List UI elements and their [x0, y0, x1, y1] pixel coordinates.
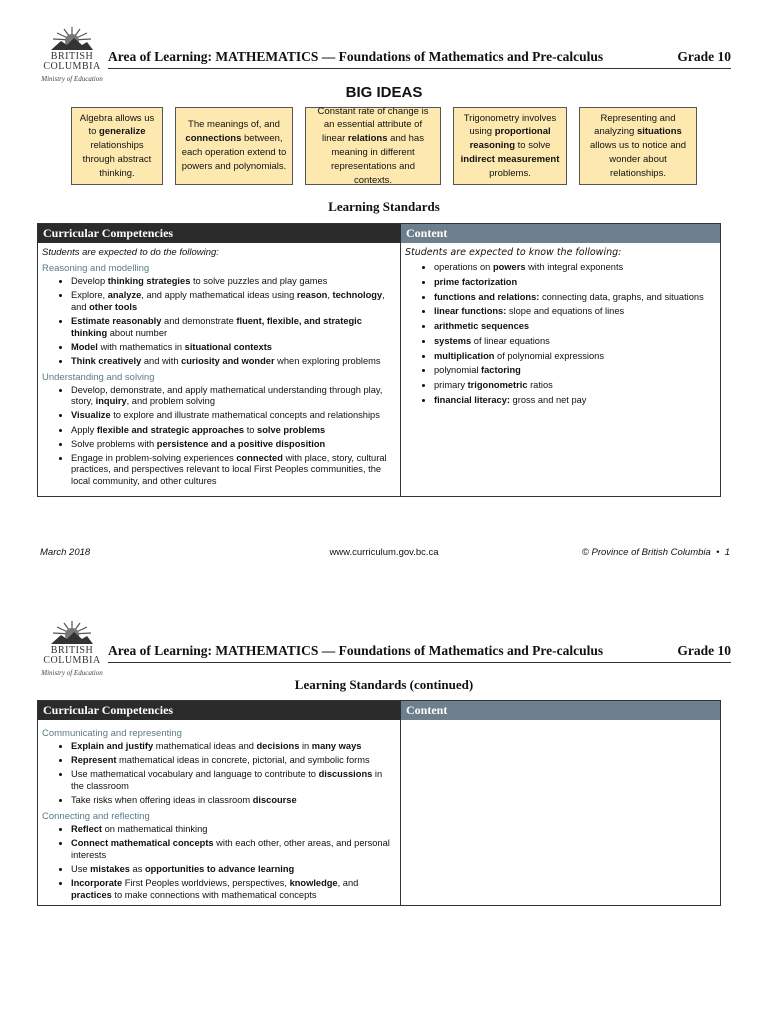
idea-text [311, 105, 435, 188]
text-run: Apply [71, 424, 97, 435]
big-ideas-title: BIG IDEAS [345, 84, 423, 101]
text-run: , and apply mathematical ideas using [141, 290, 297, 301]
big-idea-4 [453, 107, 567, 185]
text-run: gross and net pay [509, 395, 587, 406]
text-run: Algebra allows us to [79, 112, 155, 138]
list-item [434, 365, 716, 377]
learning-standards-continued-title: Learning Standards (continued) [294, 677, 474, 692]
text-run: Use [71, 863, 91, 874]
list-item [434, 292, 716, 304]
text-run: primary [434, 380, 468, 391]
text-run: , [327, 290, 333, 301]
text-run: Explore, [71, 290, 108, 301]
text-run: to solve puzzles and play games [190, 276, 328, 286]
text-run: to make connections with mathematical concepts [111, 889, 317, 900]
bold-term: financial literacy: [434, 395, 510, 406]
text-run: with place, story, cultural practices, and perspectives relevant to local First Peoples communities, the local community, and other cultures [71, 452, 387, 487]
bold-term: arithmetic sequences [434, 321, 530, 332]
competency-list [42, 276, 396, 368]
list-item [71, 290, 396, 313]
bold-term: solve problems [257, 424, 326, 435]
list-item [71, 276, 396, 288]
list-item [434, 262, 716, 274]
bold-term: inquiry [95, 396, 127, 407]
list-item [434, 395, 716, 407]
list-item [71, 385, 396, 408]
text-run: allows us to notice and wonder about relationships. [589, 140, 687, 179]
text-run: with integral exponents [525, 262, 624, 272]
content-header: Content [401, 224, 720, 243]
bold-term: relations [347, 133, 388, 145]
idea-text [459, 112, 561, 181]
bold-term: persistence and a positive disposition [156, 438, 326, 449]
big-idea-3 [305, 107, 441, 185]
bold-term: generalize [99, 126, 146, 138]
text-run: as [129, 863, 145, 874]
bold-term: Model [71, 341, 98, 352]
curricular-competencies-header-2: Curricular Competencies [38, 701, 401, 720]
header-grade-2: Grade 10 [677, 643, 731, 658]
list-item [71, 864, 396, 876]
bold-term: prime factorization [434, 276, 518, 287]
list-item [434, 380, 716, 392]
text-run: with each other, other areas, and personal interests [71, 837, 390, 860]
text-run: Representing and analyzing [594, 112, 676, 138]
bold-term: discourse [252, 795, 297, 806]
footer-date: March 2018 [40, 547, 91, 558]
list-item [71, 356, 396, 368]
section-heading: Communicating and representing [42, 728, 182, 739]
text-run: and with [141, 355, 182, 366]
bold-term: reason [296, 290, 328, 301]
text-run: Develop [71, 276, 108, 286]
text-run: in [299, 741, 312, 751]
text-run: Trigonometry involves using [463, 112, 557, 138]
text-run: connecting data, graphs, and situations [539, 291, 704, 302]
header-title-2: Area of Learning: MATHEMATICS — Foundations of Mathematics and Pre-calculus [108, 643, 604, 658]
bold-term: multiplication [434, 350, 495, 361]
competencies-intro: Students are expected to do the following: [42, 247, 219, 258]
list-item [434, 321, 716, 333]
text-run: with mathematics in [97, 341, 185, 352]
list-item [434, 351, 716, 363]
list-item [434, 336, 716, 348]
bold-term: thinking strategies [107, 276, 191, 286]
competency-sections-2 [42, 728, 396, 901]
header-title: Area of Learning: MATHEMATICS — Foundations of Mathematics and Pre-calculus [108, 49, 604, 64]
competency-list [42, 385, 396, 488]
learning-standards-title: Learning Standards [328, 199, 440, 214]
text-run: Constant rate of change is an essential attribute of linear [317, 105, 429, 145]
text-run: Take risks when offering ideas in classroom [71, 795, 253, 806]
list-item [434, 306, 716, 318]
footer-copyright: © Province of British Columbia • 1 [581, 547, 730, 558]
bold-term: analyze [107, 290, 142, 301]
text-run: problems. [489, 167, 531, 179]
content-list [405, 262, 716, 407]
list-item [71, 824, 396, 836]
competencies-column [38, 243, 401, 496]
text-run: Engage in problem-solving experiences [71, 452, 237, 463]
bold-term: Think creatively [71, 355, 142, 366]
bold-term: connected [236, 452, 283, 463]
footer-copyright-text: © Province of British Columbia [581, 547, 711, 558]
list-item [71, 838, 396, 861]
content-column-2 [401, 720, 720, 905]
list-item [71, 878, 396, 901]
text-run: relationships through abstract thinking. [82, 140, 152, 179]
bold-term: decisions [256, 741, 300, 751]
bold-term: systems [434, 335, 472, 346]
bold-term: functions and relations: [434, 291, 540, 302]
text-run: slope and equations of lines [506, 306, 625, 317]
bold-term: Represent [71, 755, 117, 766]
bold-term: factoring [481, 365, 521, 376]
logo-text-columbia: COLUMBIA [43, 655, 101, 666]
text-run: in the classroom [71, 769, 383, 791]
logo-text-british: BRITISH [50, 51, 94, 62]
list-item [434, 277, 716, 289]
text-run: mathematical ideas in concrete, pictorial, and symbolic forms [116, 755, 370, 766]
bold-term: Connect mathematical concepts [71, 837, 214, 848]
logo-text-columbia: COLUMBIA [43, 61, 101, 72]
text-run: , and [337, 877, 359, 888]
bold-term: Reflect [71, 823, 103, 834]
idea-text [77, 112, 157, 181]
text-run: on mathematical thinking [102, 823, 208, 834]
footer-url: www.curriculum.gov.bc.ca [329, 547, 439, 558]
list-item [71, 342, 396, 354]
bold-term: many ways [311, 741, 362, 751]
big-idea-1 [71, 107, 163, 185]
bold-term: other tools [89, 301, 138, 312]
section-heading: Understanding and solving [42, 371, 155, 383]
text-run: and has meaning in different representations and contexts. [331, 133, 424, 186]
bc-sun-mountain-icon [49, 26, 95, 52]
learning-standards-table-2 [37, 700, 721, 906]
list-item [71, 425, 396, 437]
text-run: to explore and illustrate mathematical concepts and relationships [110, 410, 380, 421]
text-run: and demonstrate [161, 315, 237, 326]
bc-sun-mountain-icon [49, 620, 95, 646]
header-rule [108, 68, 731, 69]
header-grade: Grade 10 [677, 49, 731, 64]
list-item [71, 410, 396, 422]
text-run: Solve problems with [71, 438, 157, 449]
competency-list [42, 824, 396, 901]
list-item [71, 453, 396, 488]
footer-page-number: 1 [724, 547, 730, 558]
text-run: to solve [515, 140, 551, 152]
bold-term: discussions [318, 769, 373, 780]
text-run: The meanings of, and [188, 119, 280, 131]
text-run: to [244, 424, 258, 435]
bold-term: connections [185, 133, 242, 145]
bold-term: situations [636, 126, 682, 138]
list-item [71, 769, 396, 792]
content-column [401, 243, 720, 496]
bold-term: proportional reasoning [469, 126, 551, 152]
table-header-2 [38, 701, 720, 720]
text-run: of polynomial expressions [494, 350, 604, 361]
list-item [71, 795, 396, 807]
list-item [71, 741, 396, 753]
bold-term: indirect measurement [460, 153, 560, 165]
bold-term: flexible and strategic approaches [96, 424, 245, 435]
competency-sections [42, 263, 396, 488]
text-run: operations on [434, 262, 493, 272]
bold-term: linear functions: [434, 306, 507, 317]
text-run: Use mathematical vocabulary and language to contribute to [71, 769, 319, 780]
text-run: , and [71, 290, 385, 312]
bold-term: technology [332, 290, 383, 301]
curricular-competencies-header: Curricular Competencies [38, 224, 401, 243]
bold-term: Incorporate [71, 877, 123, 888]
bold-term: knowledge [289, 877, 338, 888]
text-run: polynomial [434, 365, 482, 376]
bold-term: opportunities to advance learning [144, 863, 295, 874]
content-intro: Students are expected to know the following: [405, 247, 622, 258]
bold-term: curiosity and wonder [181, 355, 275, 366]
text-run: First Peoples worldviews, perspectives, [122, 877, 290, 888]
bold-term: trigonometric [467, 380, 528, 391]
big-idea-2 [175, 107, 293, 185]
logo-ministry: Ministry of Education [41, 669, 103, 677]
logo-ministry: Ministry of Education [41, 75, 103, 83]
idea-text [585, 112, 691, 181]
bc-logo [39, 26, 105, 83]
bold-term: Explain and justify [71, 741, 154, 751]
competency-list [42, 741, 396, 807]
learning-standards-table [37, 223, 721, 497]
logo-text-british: BRITISH [50, 645, 94, 656]
text-run: of linear equations [471, 335, 550, 346]
bold-term: mistakes [90, 863, 130, 874]
content-header-2: Content [401, 701, 720, 720]
section-heading: Reasoning and modelling [42, 263, 150, 274]
big-idea-5 [579, 107, 697, 185]
header-rule-2 [108, 662, 731, 663]
text-run: Develop, demonstrate, and apply mathematical understanding through play, story, [71, 384, 383, 407]
text-run: about number [107, 327, 168, 338]
text-run: between, each operation extend to powers and polynomials. [181, 133, 287, 172]
bold-term: Visualize [71, 410, 111, 421]
text-run: mathematical ideas and [153, 741, 257, 751]
idea-text [181, 118, 287, 173]
text-run: ratios [527, 380, 553, 391]
bold-term: powers [492, 262, 526, 272]
section-heading: Connecting and reflecting [42, 810, 150, 822]
table-header [38, 224, 720, 243]
bc-logo-2 [39, 620, 105, 677]
bold-term: practices [71, 889, 112, 900]
bold-term: Estimate reasonably [71, 315, 162, 326]
bold-term: situational contexts [184, 341, 272, 352]
list-item [71, 755, 396, 767]
text-run: , and problem solving [126, 396, 215, 407]
competencies-column-2 [38, 720, 401, 905]
list-item [71, 439, 396, 451]
bold-term: fluent, flexible, and strategic thinking [71, 315, 362, 338]
text-run: when exploring problems [274, 355, 381, 366]
page-2 [0, 600, 768, 1024]
list-item [71, 316, 396, 339]
